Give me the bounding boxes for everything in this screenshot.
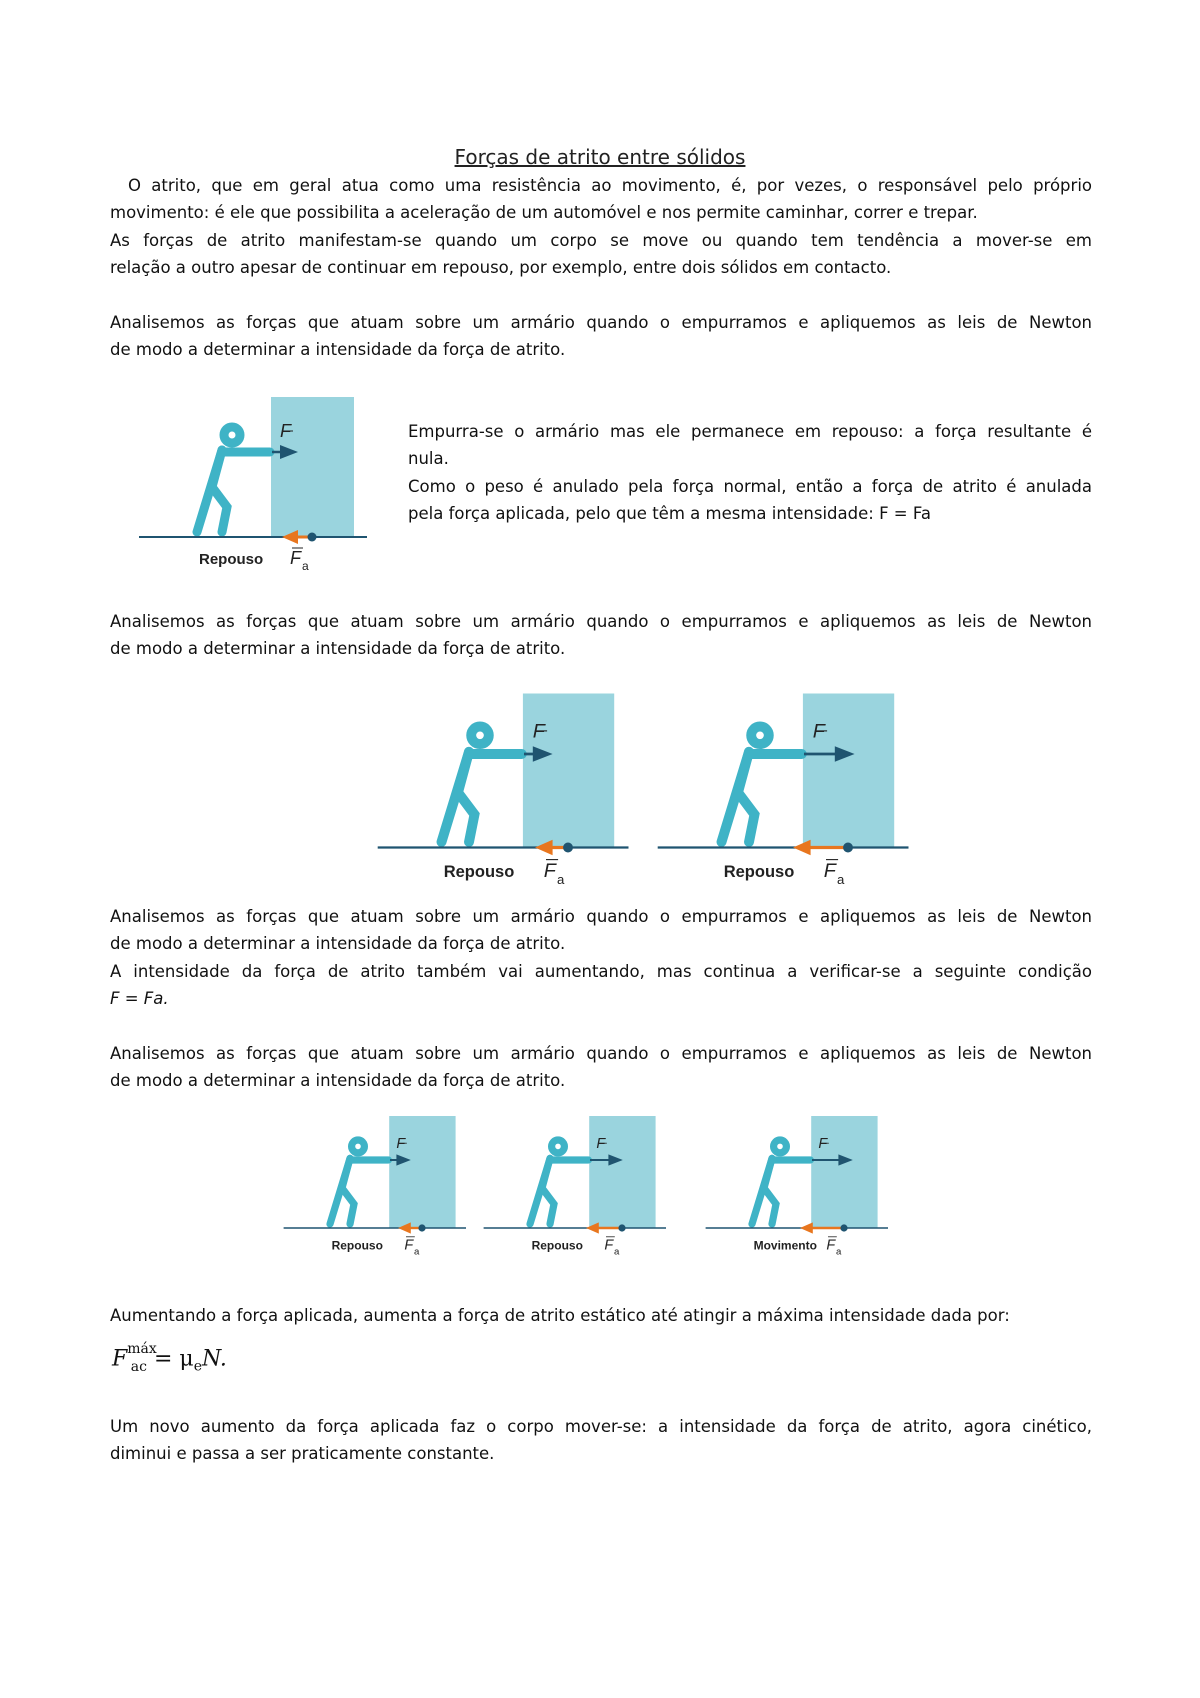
force-label: F — [280, 421, 291, 441]
friction-label-sub: a — [836, 1246, 842, 1258]
friction-label-sub: a — [614, 1246, 620, 1258]
application-point — [843, 843, 853, 853]
paragraph-analysis-2 — [110, 608, 1092, 663]
figure-pushing-rest-3a — [278, 1112, 478, 1264]
figure-pushing-rest-2a — [370, 688, 645, 897]
formula-mu-sub: e — [193, 1358, 203, 1375]
friction-label: F — [543, 860, 556, 883]
force-label: F — [812, 720, 825, 743]
friction-label: F — [404, 1237, 414, 1254]
formula-sup: máx — [127, 1341, 157, 1357]
paragraph-intro — [110, 172, 1092, 282]
cabinet-box — [271, 397, 354, 537]
person-icon — [722, 727, 802, 843]
formula-equals-mu: = μ — [153, 1346, 194, 1372]
cabinet-box — [389, 1116, 455, 1228]
text-line: Analisemos as forças que atuam sobre um armário quando o empurramos e apliquemos as leis de Newton — [110, 1044, 1092, 1063]
text-line: diminui e passa a ser praticamente constante. — [110, 1444, 495, 1464]
application-point — [563, 843, 573, 853]
text-line: Como o peso é anulado pela força normal, então a força de atrito é anulada — [408, 476, 1092, 496]
formula-N: N. — [202, 1346, 227, 1372]
state-label: Repouso — [443, 863, 515, 882]
state-label: Repouso — [199, 551, 264, 568]
formula-F: F — [112, 1346, 128, 1372]
text-line: de modo a determinar a intensidade da força de atrito. — [110, 340, 566, 360]
paragraph-analysis-1 — [110, 309, 1092, 364]
friction-label: F — [290, 548, 301, 568]
person-icon — [530, 1140, 588, 1224]
force-label: F — [818, 1136, 828, 1152]
cabinet-box — [803, 694, 894, 848]
friction-label-sub: a — [302, 559, 309, 573]
text-line: O atrito, que em geral atua como uma resistência ao movimento, é, por vezes, o responsável pelo próprio — [128, 176, 1092, 195]
text-line: relação a outro apesar de continuar em repouso, por exemplo, entre dois sólidos em contacto. — [110, 258, 892, 278]
state-label: Repouso — [723, 863, 795, 882]
text-line: movimento: é ele que possibilita a aceleração de um automóvel e nos permite caminhar, correr e trepar. — [110, 203, 978, 223]
friction-label-sub: a — [837, 871, 845, 887]
text-line: A intensidade da força de atrito também vai aumentando, mas continua a verificar-se a seguinte condição — [110, 961, 1092, 981]
text-line: Empurra-se o armário mas ele permanece em repouso: a força resultante é — [408, 422, 1092, 441]
figure-pushing-rest-3b — [478, 1112, 678, 1264]
text-line: de modo a determinar a intensidade da força de atrito. — [110, 639, 566, 659]
state-label: Repouso — [531, 1238, 583, 1253]
page-title: Forças de atrito entre sólidos — [454, 145, 746, 169]
force-label: F — [532, 720, 545, 743]
friction-label: F — [823, 860, 836, 883]
person-icon — [330, 1140, 388, 1224]
application-point — [840, 1224, 847, 1231]
paragraph-max-static — [110, 1302, 1092, 1329]
text-line: de modo a determinar a intensidade da força de atrito. — [110, 934, 566, 954]
friction-arrow-head — [793, 840, 811, 855]
paragraph-analysis-4 — [110, 1040, 1092, 1095]
paragraph-analysis-3 — [110, 903, 1092, 1013]
person-icon — [197, 427, 270, 532]
friction-arrow-head — [800, 1222, 813, 1233]
text-line: Analisemos as forças que atuam sobre um armário quando o empurramos e apliquemos as leis de Newton — [110, 907, 1092, 926]
text-line: Analisemos as forças que atuam sobre um armário quando o empurramos e apliquemos as leis de Newton — [110, 612, 1092, 631]
figure-pushing-rest-1 — [132, 392, 382, 582]
person-icon — [442, 727, 522, 843]
friction-label: F — [604, 1237, 614, 1254]
cabinet-box — [523, 694, 614, 848]
text-line: Aumentando a força aplicada, aumenta a força de atrito estático até atingir a máxima intensidade dada por: — [110, 1306, 1010, 1325]
text-line: nula. — [408, 449, 449, 469]
application-point — [308, 533, 317, 542]
figure-pushing-rest-2b — [650, 688, 925, 897]
force-label: F — [396, 1136, 406, 1152]
friction-label: F — [826, 1237, 836, 1254]
friction-label-sub: a — [414, 1246, 420, 1258]
figure-pushing-motion-3c — [700, 1112, 900, 1264]
application-point — [418, 1224, 425, 1231]
application-point — [618, 1224, 625, 1231]
text-line: F = Fa. — [110, 989, 169, 1009]
text-line: Um novo aumento da força aplicada faz o corpo mover-se: a intensidade da força de atrito, agora cinético, — [110, 1417, 1092, 1436]
text-line: de modo a determinar a intensidade da força de atrito. — [110, 1071, 566, 1091]
max-static-friction-formula — [112, 1341, 227, 1375]
figure-1-description — [408, 418, 1092, 528]
cabinet-box — [589, 1116, 655, 1228]
force-label: F — [596, 1136, 606, 1152]
friction-label-sub: a — [557, 871, 565, 887]
person-icon — [752, 1140, 810, 1224]
state-label: Movimento — [753, 1238, 817, 1253]
text-line: Analisemos as forças que atuam sobre um armário quando o empurramos e apliquemos as leis de Newton — [110, 313, 1092, 332]
state-label: Repouso — [331, 1238, 383, 1253]
text-line: As forças de atrito manifestam-se quando um corpo se move ou quando tem tendência a mover-se em — [110, 230, 1092, 250]
cabinet-box — [811, 1116, 877, 1228]
paragraph-kinetic — [110, 1413, 1092, 1468]
text-line: pela força aplicada, pelo que têm a mesma intensidade: F = Fa — [408, 504, 931, 524]
formula-sub: ac — [130, 1358, 147, 1375]
